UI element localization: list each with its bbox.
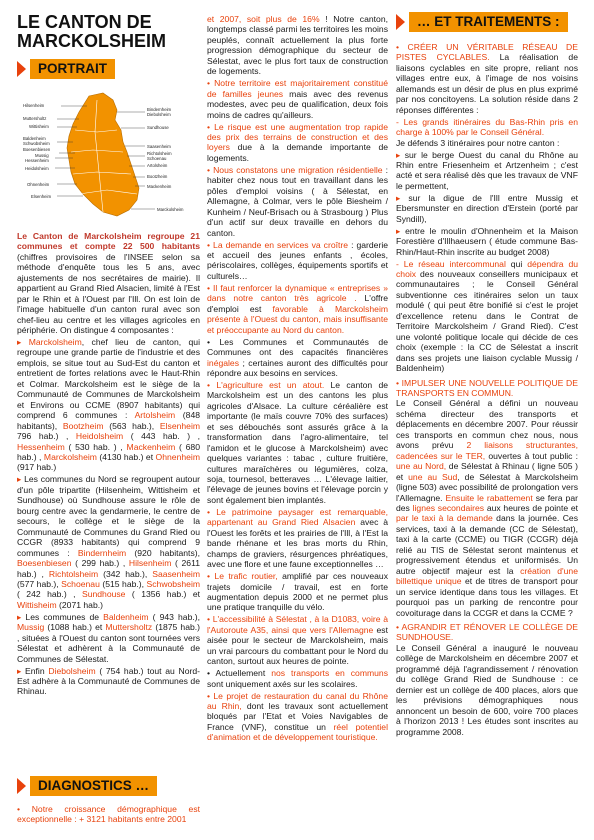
- map-label-diebolsheim: Diebolsheim: [147, 112, 171, 117]
- commune-population: ( 299 hab.) ,: [71, 558, 129, 569]
- bullet-arrow-icon: ▸: [17, 665, 22, 676]
- commune-name: Bootzheim: [62, 420, 104, 431]
- arrow-icon: [396, 14, 405, 30]
- arrow-icon: [17, 61, 26, 77]
- commune-name: Richtolsheim: [48, 568, 99, 579]
- page-title: LE CANTON DE MARCKOLSHEIM: [17, 12, 166, 51]
- commune-population: (848 habitants),: [17, 410, 201, 431]
- commune-population: ( 2611 hab.) ,: [17, 558, 200, 579]
- map-label-marckolsheim: Marckolsheim: [157, 207, 184, 212]
- commune-population: (4130 hab.) et: [96, 452, 156, 463]
- map-label-hessenheim: Hessenheim: [25, 158, 49, 163]
- diagnostics-text: • Notre croissance démographique est exceptionnelle : + 3121 habitants entre 2001: [17, 804, 201, 825]
- map-label-mackenheim: Mackenheim: [147, 184, 172, 189]
- ouest-paragraph: ▸ Les communes de Baldenheim ( 943 hab.), Mussig (1088 hab.) et Muttersholtz (1875 hab.) , situées à l'Ouest du canton sont tournées vers Sélestat et adhèrent à la Communauté de Communes de Sélestat.: [17, 611, 201, 664]
- map-label-richtolsheim: Richtolsheim: [147, 151, 172, 156]
- portrait-text: [17, 231, 200, 698]
- map-label-bindernheim: Bindernheim: [147, 107, 172, 112]
- map-label-boesenbiesen: Boesenbiesen: [23, 147, 51, 152]
- commune-name: Bindernheim: [77, 547, 127, 558]
- commune-name: Artolsheim: [134, 410, 176, 421]
- nord-est-paragraph: ▸ Enfin Diebolsheim ( 754 hab.) tout au Nord-Est adhère à la Communauté de Communes de Rhinau.: [17, 665, 200, 697]
- commune-name: Wittisheim: [17, 599, 57, 610]
- canton-map: [17, 90, 200, 220]
- commune-name: Boesenbiesen: [17, 558, 72, 569]
- commune-name: Ohnenheim: [155, 452, 200, 463]
- bullet-arrow-icon: ▸: [17, 474, 22, 485]
- map-label-muttersholtz: Muttersholtz: [23, 116, 47, 121]
- commune-name: Mackenheim: [126, 441, 176, 452]
- commune-name: Marckolsheim: [43, 452, 97, 463]
- traitements-banner: [396, 12, 568, 32]
- commune-population: ( 1356 hab.) et: [125, 589, 200, 600]
- diagnostics-heading: DIAGNOSTICS …: [30, 776, 157, 796]
- portrait-banner: [17, 59, 115, 79]
- commune-population: (2071 hab.): [56, 599, 103, 610]
- commune-name: Sundhouse: [81, 589, 126, 600]
- map-label-artolsheim: Artolsheim: [147, 163, 168, 168]
- commune-name: Hessenheim: [17, 441, 65, 452]
- map-label-wittisheim: Wittisheim: [29, 124, 49, 129]
- map-label-sundhouse: Sundhouse: [147, 125, 169, 130]
- bullet-arrow-icon: ▸: [17, 337, 22, 348]
- portrait-heading: PORTRAIT: [30, 59, 115, 79]
- map-label-hilsenheim: Hilsenheim: [23, 103, 45, 108]
- map-label-heidolsheim: Heidolsheim: [25, 166, 49, 171]
- bullet-arrow-icon: ▸: [17, 611, 22, 622]
- traitements-heading: … ET TRAITEMENTS :: [409, 12, 568, 32]
- map-label-elsenheim: Elsenheim: [31, 194, 52, 199]
- arrow-icon: [17, 778, 26, 794]
- commune-population: 796 hab.) ,: [17, 431, 76, 442]
- commune-name: Schwobsheim: [146, 578, 201, 589]
- commune-population: (563 hab.),: [103, 420, 160, 431]
- commune-name: Heidolsheim: [75, 431, 124, 442]
- commune-population: (577 hab.),: [17, 578, 62, 589]
- commune-population: ( 443 hab. ) ,: [123, 431, 200, 442]
- bullet-dot-icon: •: [17, 804, 21, 814]
- commune-population: (515 hab.),: [99, 578, 147, 589]
- map-label-schwobsheim: Schwobsheim: [23, 141, 50, 146]
- map-label-baldenheim: Baldenheim: [23, 136, 46, 141]
- commune-name: Elsenheim: [159, 420, 201, 431]
- column-diagnostics: et 2007, soit plus de 16% ! Notre canton, longtemps classé parmi les territoires les moins peuplés, connaît actuellement la plus forte progression démographique du secteur de Sélestat, avec le plus fort taux de construction de logements. • Notre territoire est majoritairement constitué de familles jeunes mais avec des revenus modestes, avec peu de qualification, deux fois moins de cadres qu'ailleurs. • Le risque est une augmentation trop rapide des prix des terrains de construction et des loyers due à la demande importante de logements. • Nous constatons une migration résidentielle : habiter chez nous tout en travaillant dans les pôles d'emploi voisins ( à Sélestat, en Allemagne, à Colmar, vers le pôle Biesheim / Kunheim / Neuf-Brisach ou à Strasbourg ) Plus d'un actif sur deux travaille en dehors du canton. • La demande en services va croître : garderie et accueil des jeunes enfants , écoles, périscolaires, collèges, équipements sportifs et culturels… • Il faut renforcer la dynamique « entreprises » dans notre canton très agricole . L'offre d'emploi est favorable à Marckolsheim présente à l'Ouest du canton, mais insuffisante et préoccupante au Nord du canton. • Les Communes et Communautés de Communes ont des capacités financières inégales ; certaines auront des difficultés pour répondre aux besoins en services. • L'agriculture est un atout. Le canton de Marckolsheim est un des cantons les plus agricoles d'Alsace. La culture céréalière est importante (le maïs couvre 70% des surfaces) et ses débouchés sont assurés grâce à la transformation dans l'agro-alimentaire, tel l'amidon et le glucose à Marckolsheim) avec quelques variantes : tabac , culture fruitière, cultures maraîchères ou légumières, colza, soja, tournesol, betteraves … L'élevage laitier, l'élevage de jeunes bovins et l'élevage porcin y sont également bien implantés. • Le patrimoine paysager est remarquable, appartenant au Grand Ried Alsacien avec à l'Ouest les forêts et les prairies de l'Ill, à l'Est la bande rhénane et les bras morts du Rhin, champs de graviers, résurgences phréatiques, avec une flore et une faune exceptionnelles … • Le trafic routier, amplifié par ces nouveaux trajets domicile / travail, est en forte augmentation depuis 2000 et ne permet plus une pratique tranquille du vélo. • L'accessibilité à Sélestat , à la D1083, voire à l'Autoroute A35, ainsi que vers l'Allemagne est aisée pour le secteur de Marckolsheim, mais un vrai parcours du combattant pour le Nord du canton, surtout aux heures de pointe. • Actuellement nos transports en communs sont uniquement axés sur les scolaires. • Le projet de restauration du canal du Rhône au Rhin, dont les travaux sont actuellement bloqués par l'Etat et Voies Navigables de France (VNF), constitue un réel potentiel d'animation et de développement touristique.: [207, 14, 389, 743]
- commune-population: ( 242 hab.) ,: [17, 589, 82, 600]
- commune-name: Hilsenheim: [128, 558, 172, 569]
- commune-population: ( 530 hab. ) ,: [64, 441, 127, 452]
- commune-population: ( 680 hab.) ,: [17, 441, 200, 463]
- diagnostics-banner: [17, 776, 157, 796]
- commune-name: Saasenheim: [152, 568, 200, 579]
- traitements-text: • CRÉER UN VÉRITABLE RÉSEAU DE PISTES CYCLABLES. La réalisation de liaisons cyclables en site propre, reliant nos villages entre eux, à l'image de nos voisins allemands est un désir de plus en plus exprimé par nos concitoyens. La solution réside dans 2 réponses différentes : - Les grands itinéraires du Bas-Rhin pris en charge à 100% par le Conseil Général. Je défends 3 itinéraires pour notre canton : ▸ sur le berge Ouest du canal du Rhône au Rhin entre Friesenheim et Artzenheim ; c'est acté et sera réalisé dès que les travaux de VNF le permettent, ▸ sur la digue de l'Ill entre Mussig et Ebersmunster en direction d'Erstein (porté par Syndill), ▸ entre le moulin d'Ohnenheim et la Maison Forestière d'Illhaeusern ( étude commune Bas-Rhin/Haut-Rhin inscrite au budget 2008) - Le réseau intercommunal qui dépendra du choix des nouveaux conseillers municipaux et communautaires ; le Conseil Général subventionne ces itinéraires selon un taux modulé ( qui peut être bonifié si c'est le projet d'excellence retenu dans le Contrat de Territoire Marckolsheim / Grand Ried). C'est une volonté politique locale qui décide de ces choix (exemple : la CC de Sélestat a inscrit dans ses projets une liaison cyclable Mussig / Baldenheim) • IMPULSER UNE NOUVELLE POLITIQUE DE TRANSPORTS EN COMMUN. Le Conseil Général a défini un nouveau schéma directeur des transports et déplacements en décembre 2007. Pour réussir ces transports en commun chez nous, nous avons prévu 2 liaisons structurantes, cadencées sur le TER, ouvertes à tout public : une au Nord, de Sélestat à Rhinau ( ligne 505 ) et une au Sud, de Sélestat à Marckolsheim (ligne 503) avec possibilité de prolongation vers l'Allemagne. Ensuite le rabattement se fera par des lignes secondaires aux heures de pointe et par le taxi à la demande dans la journée. Ces services, taxi à la demande (CC de Sélestat), taxi à la carte (CCME) ou TIGR (CCGR) déjà relié au TIS de Sélestat seront maintenus et progressivement étendus et uniformisés. Un autre objectif majeur est la création d'une billettique unique et de titres de transport pour un service identique dans tous les villages. Et pourquoi pas un parking de rencontre pour covoiturage dans la CCGR et dans la CCME ? • AGRANDIR ET RÉNOVER LE COLLÈGE DE SUNDHOUSE. Le Conseil Général a inauguré le nouveau collège de Marckolsheim en décembre 2007 et programmé déjà l'agrandissement / rénovation du collège Grand Ried de Sundhouse : ce dernier est un collège de 400 places, alors que les prévisions démographiques nous annoncent un besoin de 600, voire 700 places à l'horizon 2013 ! Les études sont inscrites au programme 2008.: [396, 42, 579, 737]
- commune-name: Schoenau: [61, 578, 100, 589]
- map-label-schoenau: Schoenau: [147, 156, 167, 161]
- nord-paragraph: ▸ Les communes du Nord se regroupent autour d'un pôle tripartite (Hilsenheim, Wittisheim et Sundhouse) où Sundhouse assure le rôle de bourg centre avec la gendarmerie, le centre de secours, le collège et le siège de la Communauté de Communes du Grand Ried ou CCGR (8933 habitants) qui comprend 9 communes : Bindernheim (920 habitants), Boesenbiesen ( 299 hab.) , Hilsenheim ( 2611 hab.) , Richtolsheim (342 hab.), Saasenheim (577 hab.), Schoenau (515 hab.), Schwobsheim ( 242 hab.) , Sundhouse ( 1356 hab.) et Wittisheim (2071 hab.): [17, 474, 201, 610]
- marckolsheim-paragraph: ▸ Marckolsheim, chef lieu de canton, qui regroupe une grande partie de l'industrie et des emplois, se situe tout au Sud-Est du canton et entretient de fortes relations avec le Haut-Rhin et Colmar. Marckolsheim est le siège de la Communauté de Communes de Marckolsheim et Environs ou CCME (8907 habitants) qui comprend 6 communes : Artolsheim (848 habitants), Bootzheim (563 hab.), Elsenheim 796 hab.) , Heidolsheim ( 443 hab. ) , Hessenheim ( 530 hab. ) , Mackenheim ( 680 hab.) , Marckolsheim (4130 hab.) et Ohnenheim (917 hab.): [17, 337, 201, 473]
- map-label-bootzheim: Bootzheim: [147, 174, 168, 179]
- intro-paragraph: Le Canton de Marckolsheim regroupe 21 communes et compte 22 500 habitants (chiffres provisoires de l'INSEE selon sa méthode d'enquête tous les 5 ans, avec ajustements de nos secrétaires de mairie). Il appartient au Grand Ried Alsacien, limité à l'Est par le Rhin et à l'Ouest par l'Ill. On est loin de l'image habituelle d'un canton rural avec son chef-lieu au centre et les villages agricoles en périphérie. On distingue 4 composantes :: [17, 231, 200, 336]
- commune-population: (920 habitants),: [126, 547, 200, 558]
- commune-population: (342 hab.),: [98, 568, 153, 579]
- commune-population: (917 hab.): [17, 462, 57, 473]
- map-label-mussig: Mussig: [35, 153, 49, 158]
- map-label-saasenheim: Saasenheim: [147, 144, 171, 149]
- map-label-ohnenheim: Ohnenheim: [27, 182, 50, 187]
